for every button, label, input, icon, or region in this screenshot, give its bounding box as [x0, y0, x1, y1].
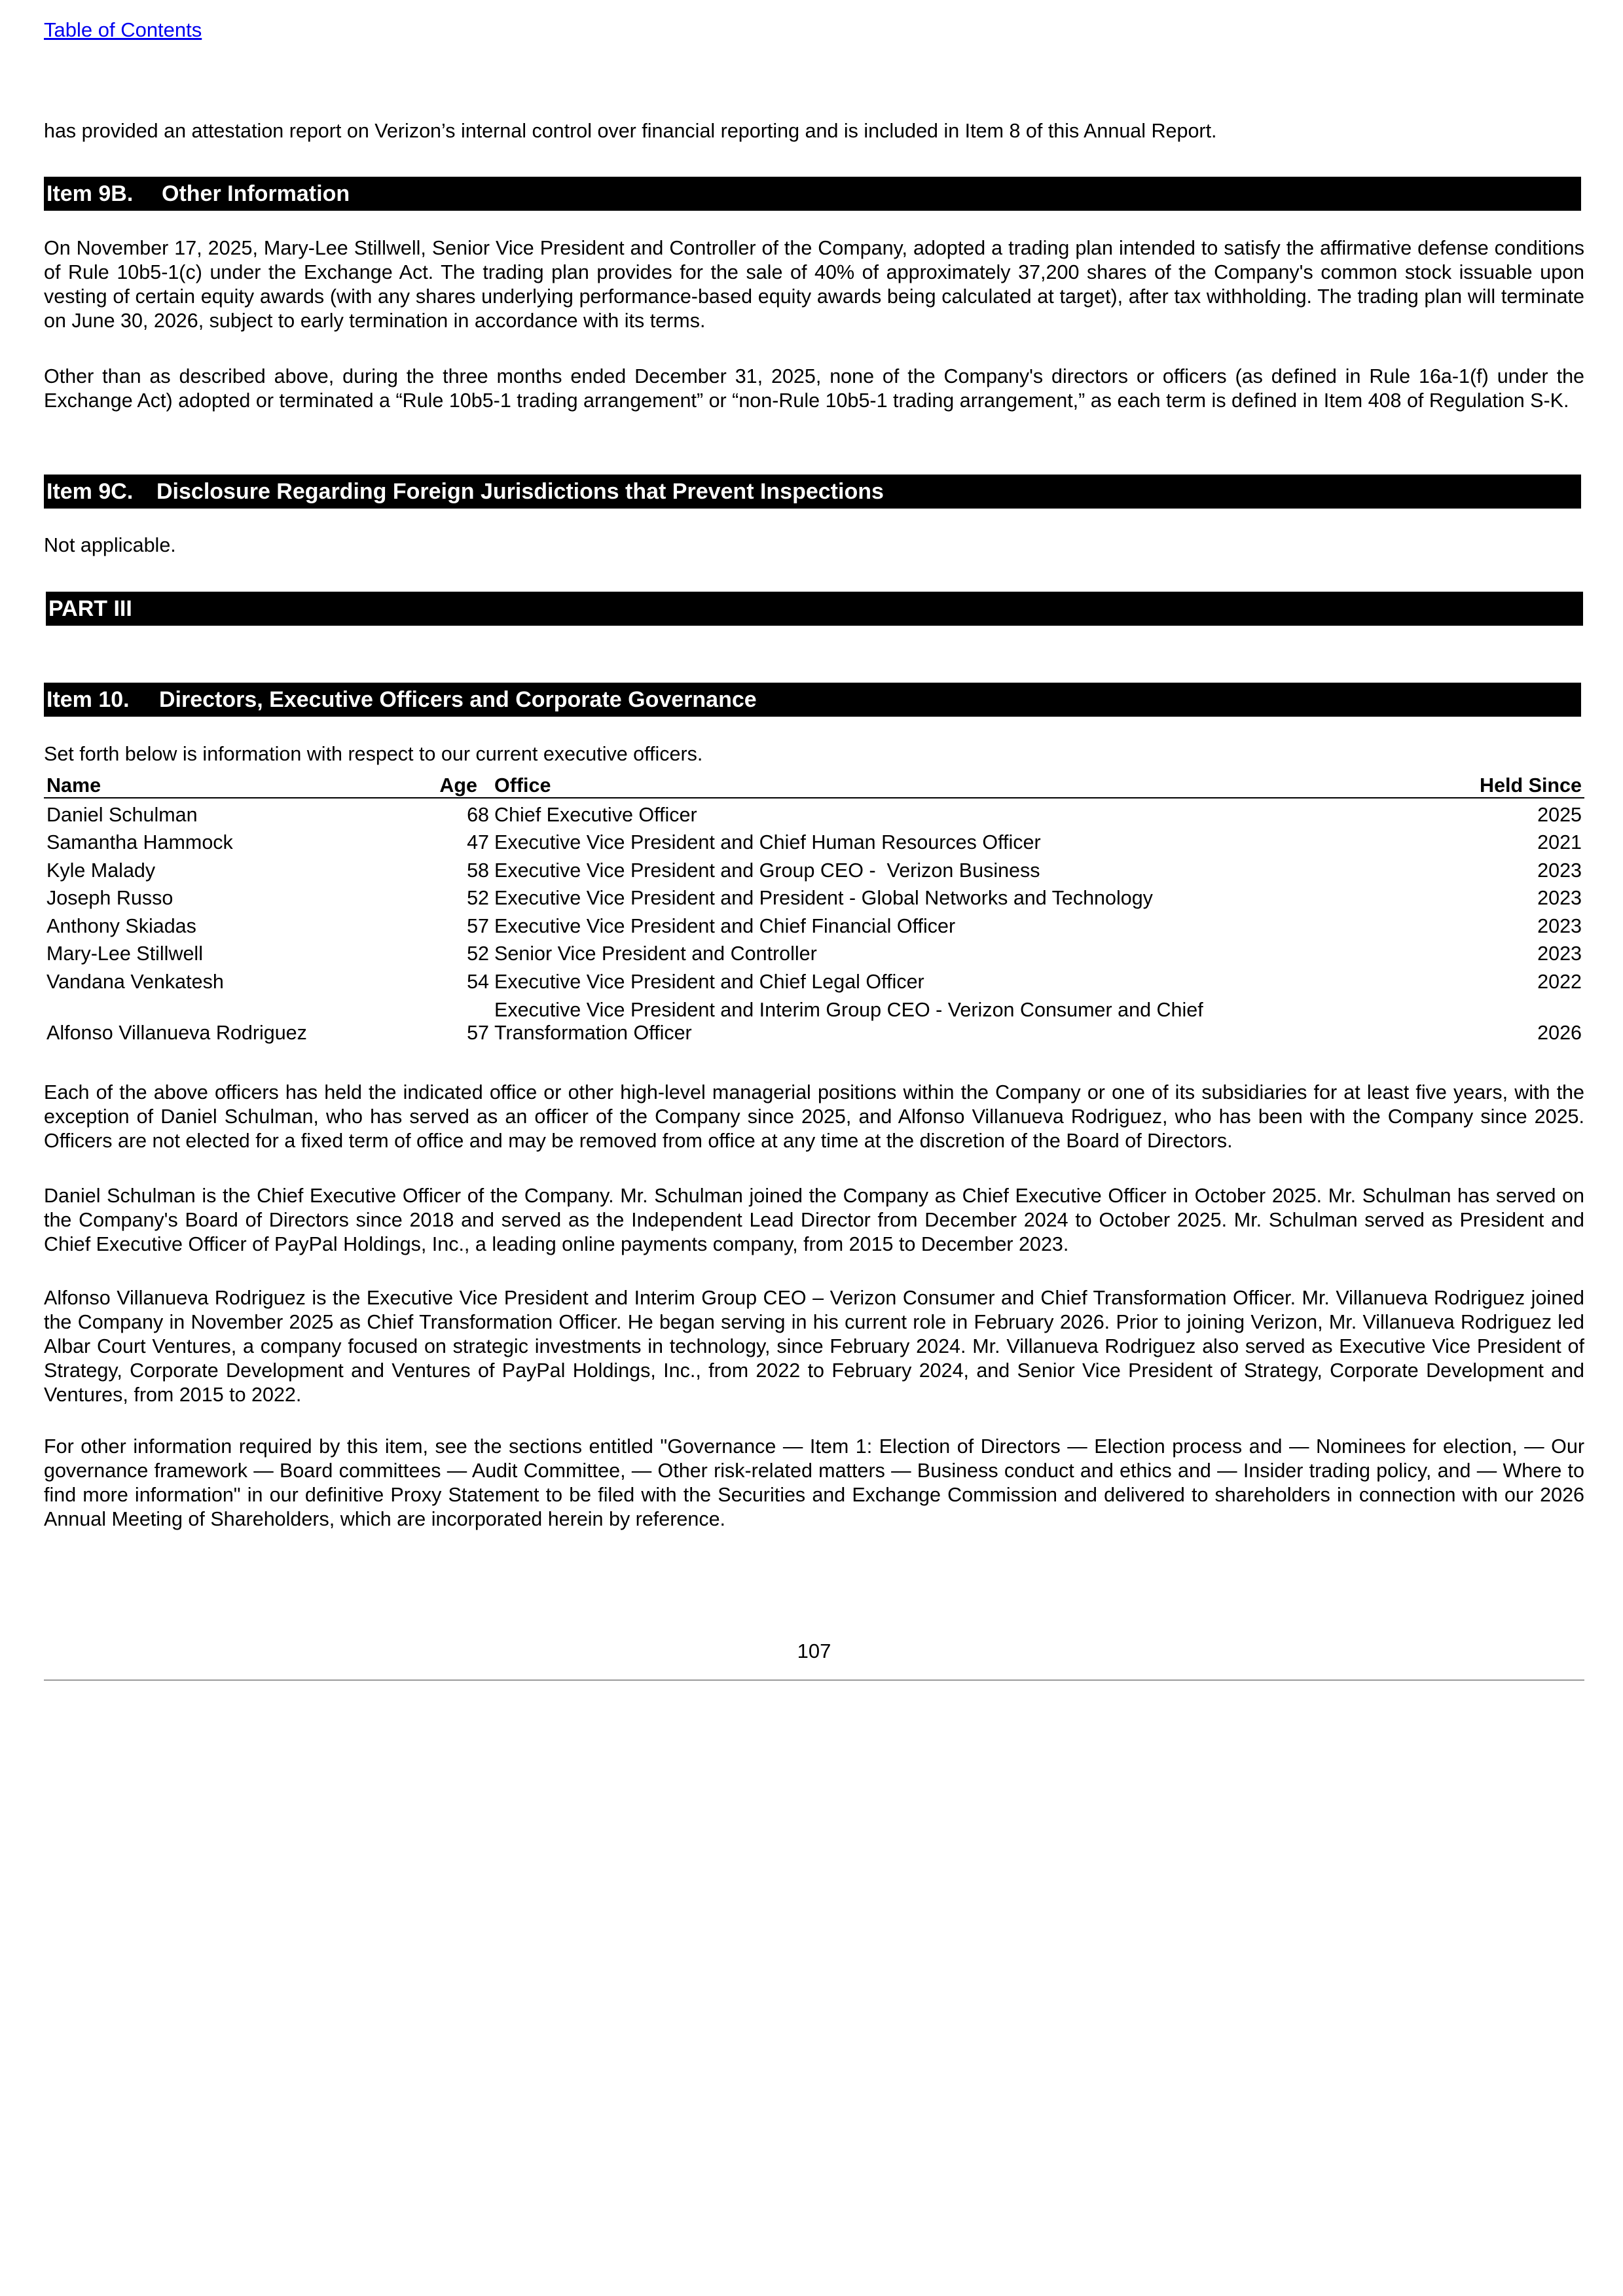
officer-age: 68 [467, 803, 489, 826]
officer-office: Executive Vice President and Chief Financial Officer [494, 914, 956, 937]
part-iii-title: PART III [48, 596, 132, 621]
item-9c-text: Not applicable. [44, 534, 176, 556]
officer-office: Executive Vice President and President - Global Networks and Technology [494, 887, 1153, 909]
officer-held-since: 2026 [1537, 1021, 1582, 1044]
officer-name: Daniel Schulman [46, 803, 198, 826]
item-10-intro: Set forth below is information with respect to our current executive officers. [44, 743, 703, 765]
officer-office: Executive Vice President and Chief Human Resources Officer [494, 831, 1041, 853]
officer-age: 57 [467, 914, 489, 937]
header-held-since: Held Since [1448, 771, 1584, 798]
officer-age: 52 [467, 942, 489, 965]
officer-office: Senior Vice President and Controller [494, 942, 817, 965]
officer-office: Executive Vice President and Interim Group CEO - Verizon Consumer and Chief Transformation Officer [494, 998, 1203, 1044]
table-row [44, 882, 1584, 910]
villanueva-bio: Alfonso Villanueva Rodriguez is the Executive Vice President and Interim Group CEO – Verizon Consumer and Chief Transformation Officer. Mr. Villanueva Rodriguez joined the Company in November 2025 as Chief Transformation Officer. He began serving in his current role in February 2026. Prior to joining Verizon, Mr. Villanueva Rodriguez led Albar Court Ventures, a company focused on strategic investments in technology, since February 2024. Mr. Villanueva Rodriguez also served as Executive Vice President of Strategy, Corporate Development and Ventures of PayPal Holdings, Inc., from 2022 to February 2024, and Senior Vice President of Strategy, Corporate Development and Ventures, from 2015 to 2022. [44, 1287, 1584, 1406]
item-10-title: Directors, Executive Officers and Corporate Governance [159, 687, 757, 712]
officer-office: Executive Vice President and Group CEO - Verizon Business [494, 859, 1040, 882]
officer-held-since: 2023 [1537, 859, 1582, 882]
table-row [44, 827, 1584, 855]
officer-held-since: 2023 [1537, 942, 1582, 965]
item-9c-heading [44, 475, 1581, 509]
part-iii-heading [46, 592, 1583, 626]
item-9c-title: Disclosure Regarding Foreign Jurisdictions that Prevent Inspections [156, 479, 884, 504]
item-10-heading [44, 683, 1581, 717]
officer-age: 52 [467, 887, 489, 909]
item-9c-number: Item 9C. [46, 479, 134, 504]
table-row [44, 854, 1584, 882]
item-9b-paragraph-2: Other than as described above, during the three months ended December 31, 2025, none of the Company's directors or officers (as defined in Rule 16a-1(f) under the Exchange Act) adopted or terminated a “Rule 10b5-1 trading arrangement” or “non-Rule 10b5-1 trading arrangement,” as each term is defined in Item 408 of Regulation S-K. [44, 365, 1584, 412]
table-of-contents-link[interactable]: Table of Contents [44, 18, 202, 41]
table-row [44, 994, 1584, 1045]
officer-age: 58 [467, 859, 489, 882]
table-row [44, 798, 1584, 827]
header-name: Name [44, 771, 422, 798]
officer-office: Executive Vice President and Chief Legal Officer [494, 970, 924, 993]
officer-name: Mary-Lee Stillwell [46, 942, 203, 965]
item-9b-number: Item 9B. [46, 181, 134, 206]
officer-age: 57 [467, 1021, 489, 1044]
item-9b-heading [44, 177, 1581, 211]
page-divider [44, 1679, 1584, 1681]
table-row [44, 910, 1584, 938]
officer-held-since: 2021 [1537, 831, 1582, 853]
table-row [44, 965, 1584, 994]
table-header-row [44, 771, 1584, 798]
executive-officers-table [44, 771, 1584, 1045]
officer-name: Alfonso Villanueva Rodriguez [46, 1021, 307, 1044]
officer-held-since: 2023 [1537, 887, 1582, 909]
item-10-number: Item 10. [46, 687, 130, 712]
table-row [44, 938, 1584, 966]
schulman-bio: Daniel Schulman is the Chief Executive Officer of the Company. Mr. Schulman joined the Company as Chief Executive Officer in October 2025. Mr. Schulman has served on the Company's Board of Directors since 2018 and served as the Independent Lead Director from December 2024 to October 2025. Mr. Schulman served as President and Chief Executive Officer of PayPal Holdings, Inc., a leading online payments company, from 2015 to December 2023. [44, 1185, 1584, 1255]
header-age: Age [422, 771, 492, 798]
officer-name: Vandana Venkatesh [46, 970, 224, 993]
officer-held-since: 2023 [1537, 914, 1582, 937]
officer-age: 47 [467, 831, 489, 853]
officers-paragraph: Each of the above officers has held the indicated office or other high-level managerial positions within the Company or one of its subsidiaries for at least five years, with the exception of Daniel Schulman, who has served as an officer of the Company since 2025, and Alfonso Villanueva Rodriguez, who has been with the Company since 2025. Officers are not elected for a fixed term of office and may be removed from office at any time at the discretion of the Board of Directors. [44, 1081, 1584, 1152]
page-number: 107 [797, 1640, 831, 1662]
officer-office: Chief Executive Officer [494, 803, 697, 826]
officer-held-since: 2025 [1537, 803, 1582, 826]
intro-line: has provided an attestation report on Verizon’s internal control over financial reporting and is included in Item 8 of this Annual Report. [44, 120, 1217, 142]
officer-name: Joseph Russo [46, 887, 173, 909]
item-9b-title: Other Information [162, 181, 350, 206]
other-information-paragraph: For other information required by this item, see the sections entitled "Governance — Item 1: Election of Directors — Election process and — Nominees for election, — Our governance framework — Board committees — Audit Committee, — Other risk-related matters — Business conduct and ethics and — Insider trading policy, and — Where to find more information" in our definitive Proxy Statement to be filed with the Securities and Exchange Commission and delivered to shareholders in connection with our 2026 Annual Meeting of Shareholders, which are incorporated herein by reference. [44, 1435, 1584, 1530]
officer-name: Anthony Skiadas [46, 914, 196, 937]
header-office: Office [492, 771, 1448, 798]
item-9b-paragraph-1: On November 17, 2025, Mary-Lee Stillwell, Senior Vice President and Controller of the Company, adopted a trading plan intended to satisfy the affirmative defense conditions of Rule 10b5-1(c) under the Exchange Act. The trading plan provides for the sale of 40% of approximately 37,200 shares of the Company's common stock issuable upon vesting of certain equity awards (with any shares underlying performance-based equity awards being calculated at target), after tax withholding. The trading plan will terminate on June 30, 2026, subject to early termination in accordance with its terms. [44, 237, 1584, 332]
officer-held-since: 2022 [1537, 970, 1582, 993]
officer-age: 54 [467, 970, 489, 993]
officer-name: Samantha Hammock [46, 831, 233, 853]
officer-name: Kyle Malady [46, 859, 156, 882]
